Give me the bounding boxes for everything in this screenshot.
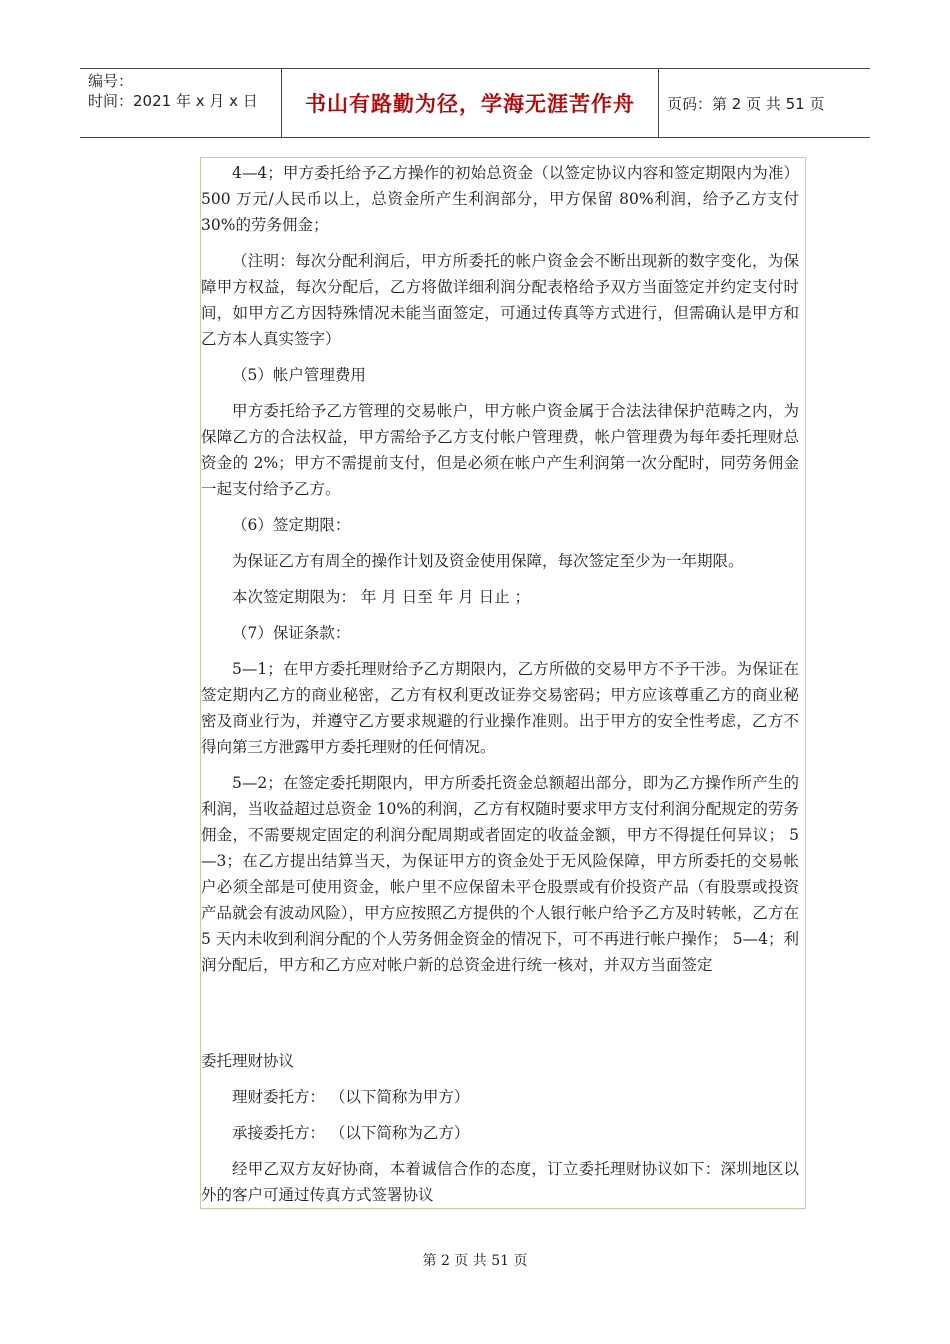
time-label: 时间：2021 年 x 月 x 日 xyxy=(88,92,258,110)
header-page-code: 页码：第 2 页 共 51 页 xyxy=(667,94,825,113)
agreement-intro: 经甲乙双方友好协商，本着诚信合作的态度，订立委托理财协议如下：深圳地区以外的客户可通过传真方式签署协议 xyxy=(201,1160,799,1204)
paragraph: 为保证乙方有周全的操作计划及资金使用保障，每次签定至少为一年期限。 xyxy=(232,552,744,570)
paragraph: （注明：每次分配利润后，甲方所委托的帐户资金会不断出现新的数字变化，为保障甲方权益，每次分配后，乙方将做详细利润分配表格给予双方当面签定并约定支付时间，如甲方乙方因特殊情况未能当面签定，可通过传真等方式进行，但需确认是甲方和乙方本人真实签字） xyxy=(201,252,799,348)
paragraph: （5）帐户管理费用 xyxy=(232,366,366,384)
contractor-party-line: 承接委托方： （以下简称为乙方） xyxy=(232,1124,470,1142)
document-body xyxy=(200,157,806,1209)
paragraph: （6）签定期限： xyxy=(232,516,351,534)
spacer xyxy=(201,988,799,1048)
header-meta xyxy=(80,69,282,137)
page-header xyxy=(80,68,870,138)
client-party-line: 理财委托方： （以下简称为甲方） xyxy=(232,1088,470,1106)
section-title: 委托理财协议 xyxy=(201,1052,295,1070)
paragraph: 4—4；甲方委托给予乙方操作的初始总资金（以签定协议内容和签定期限内为准）500 万元/人民币以上，总资金所产生利润部分，甲方保留 80%利润，给予乙方支付 30%的劳务佣金； xyxy=(201,164,799,234)
paragraph: 5—2；在签定委托期限内，甲方所委托资金总额超出部分，即为乙方操作所产生的利润，当收益超过总资金 10%的利润，乙方有权随时要求甲方支付利润分配规定的劳务佣金，不需要规定固定的利润分配周期或者固定的收益金额，甲方不得提任何异议； 5—3；在乙方提出结算当天，为保证甲方的资金处于无风险保障，甲方所委托的交易帐户必须全部是可使用资金，帐户里不应保留未平仓股票或有价投资产品（有股票或投资产品就会有波动风险），甲方应按照乙方提供的个人银行帐户给予乙方及时转帐，乙方在 5 天内未收到利润分配的个人劳务佣金资金的情况下，可不再进行帐户操作； 5—4；利润分配后，甲方和乙方应对帐户新的总资金进行统一核对，并双方当面签定 xyxy=(201,774,799,974)
paragraph: 本次签定期限为： 年 月 日至 年 月 日止 ； xyxy=(232,588,530,606)
paragraph: 5—1；在甲方委托理财给予乙方期限内，乙方所做的交易甲方不予干涉。为保证在签定期内乙方的商业秘密，乙方有权利更改证券交易密码；甲方应该尊重乙方的商业秘密及商业行为，并遵守乙方要求规避的行业操作准则。出于甲方的安全性考虑，乙方不得向第三方泄露甲方委托理财的任何情况。 xyxy=(201,660,799,756)
page-footer: 第 2 页 共 51 页 xyxy=(422,1253,528,1269)
paragraph: （7）保证条款： xyxy=(232,624,351,642)
paragraph: 甲方委托给予乙方管理的交易帐户，甲方帐户资金属于合法法律保护范畴之内，为保障乙方的合法权益，甲方需给予乙方支付帐户管理费，帐户管理费为每年委托理财总资金的 2%；甲方不需提前支付，但是必须在帐户产生利润第一次分配时，同劳务佣金一起支付给予乙方。 xyxy=(201,402,799,498)
number-label: 编号： xyxy=(88,72,134,90)
header-motto: 书山有路勤为径，学海无涯苦作舟 xyxy=(282,69,659,137)
